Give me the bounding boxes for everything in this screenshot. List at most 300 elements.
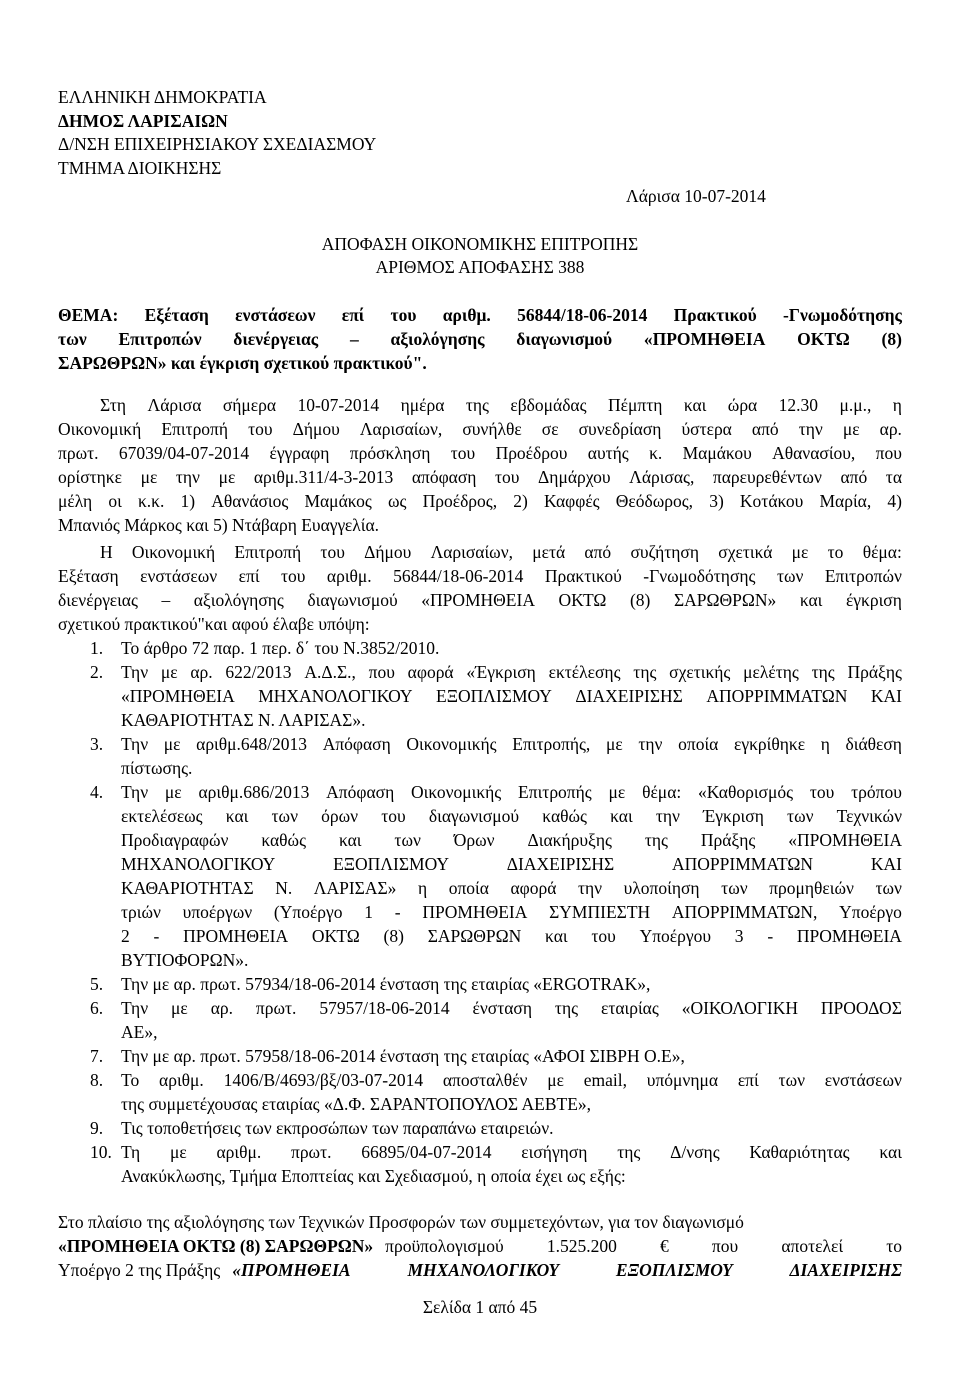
word: ΔΙΑΧΕΙΡΙΣΗΣ bbox=[506, 854, 615, 874]
word: 4) bbox=[887, 491, 902, 511]
word: καθώς bbox=[542, 806, 587, 826]
intro-line bbox=[58, 491, 902, 512]
word: από bbox=[751, 419, 779, 439]
word: 67039/04-07-2014 bbox=[118, 443, 250, 463]
word: του bbox=[591, 926, 616, 946]
word: αρ. bbox=[210, 998, 233, 1018]
word: υπόμνημα bbox=[646, 1070, 719, 1090]
word: διαγωνισμού bbox=[516, 329, 613, 349]
word: αρ. bbox=[190, 662, 213, 682]
word: μ.μ., bbox=[839, 395, 872, 415]
word: ΟΚΤΩ bbox=[558, 590, 607, 610]
word: Επιτροπών bbox=[118, 329, 202, 349]
committee-line bbox=[100, 542, 902, 563]
word: υλοποίηση bbox=[623, 878, 700, 898]
word: ΕΞΟΠΛΙΣΜΟΥ bbox=[333, 854, 449, 874]
word: - bbox=[767, 926, 774, 946]
word: εκτελέσεως bbox=[121, 806, 203, 826]
word: Την bbox=[121, 782, 149, 802]
word: η bbox=[820, 734, 830, 754]
word: – bbox=[349, 329, 359, 349]
word: του bbox=[281, 566, 306, 586]
word: του bbox=[809, 782, 835, 802]
word: του bbox=[381, 806, 406, 826]
word: 3 bbox=[734, 926, 744, 946]
word: το bbox=[886, 1236, 902, 1256]
word: της bbox=[811, 662, 835, 682]
list-number: 2. bbox=[90, 662, 104, 682]
word: ώρα bbox=[727, 395, 758, 415]
word: διενέργειας bbox=[233, 329, 319, 349]
word: των bbox=[776, 566, 804, 586]
word: 2) bbox=[513, 491, 528, 511]
word: και bbox=[610, 806, 633, 826]
word: - bbox=[394, 902, 401, 922]
word: Λάρισα bbox=[147, 395, 202, 415]
word: Απόφαση bbox=[326, 782, 395, 802]
list-item-text: Την με αρ. πρωτ. 57934/18-06-2014 ένσταση της εταιρίας «ERGOTRAK», bbox=[121, 974, 651, 994]
word: των bbox=[271, 806, 298, 826]
word: εκτέλεσης bbox=[548, 662, 621, 682]
word: ΑΠΟΡΡΙΜΜΑΤΩΝ bbox=[672, 854, 814, 874]
word: εταιρίας bbox=[600, 998, 659, 1018]
list-item-text: Τις τοποθετήσεις των εκπροσώπων των παραπάνω εταιρειών. bbox=[121, 1118, 554, 1138]
word: ΛΑΡΙΣΑΣ» bbox=[313, 878, 397, 898]
word: Μαμάκου bbox=[682, 443, 752, 463]
word: ΑΠΟΡΡΙΜΜΑΤΩΝ, bbox=[671, 902, 818, 922]
word: οποία bbox=[448, 878, 489, 898]
word: συζήτηση bbox=[630, 542, 700, 562]
closing-subproject: Υποέργο 2 της Πράξης bbox=[58, 1260, 221, 1280]
word: Εξέταση bbox=[58, 566, 119, 586]
word: σχετικά bbox=[718, 542, 773, 562]
word: ένσταση bbox=[472, 998, 532, 1018]
list-number: 5. bbox=[90, 974, 104, 994]
word: Επιτροπή bbox=[161, 419, 229, 439]
word: Στη bbox=[100, 395, 127, 415]
word: Λαρισαίων, bbox=[430, 542, 513, 562]
word: Το bbox=[121, 1070, 140, 1090]
word: του bbox=[248, 419, 273, 439]
word: Εξέταση bbox=[144, 305, 209, 325]
word: έγκριση bbox=[845, 590, 902, 610]
word: (8) bbox=[881, 329, 902, 349]
word: Καθαριότητας bbox=[749, 1142, 850, 1162]
word: και bbox=[799, 590, 823, 610]
closing-tender-title: «ΠΡΟΜΗΘΕΙΑ ΟΚΤΩ (8) ΣΑΡΩΘΡΩΝ» bbox=[58, 1236, 374, 1256]
word: Πράξης bbox=[700, 830, 756, 850]
letterhead-line: ΤΜΗΜΑ ΔΙΟΙΚΗΣΗΣ bbox=[58, 157, 222, 178]
word: εισήγηση bbox=[521, 1142, 588, 1162]
word: των bbox=[875, 878, 902, 898]
word: και bbox=[545, 926, 568, 946]
list-item-text: πίστωσης. bbox=[121, 758, 193, 778]
word: αρ. bbox=[879, 419, 902, 439]
word: με bbox=[791, 542, 809, 562]
word: «ΠΡΟΜΗΘΕΙΑ bbox=[643, 329, 766, 349]
word: Θεόδωρος, bbox=[615, 491, 694, 511]
word: Α.Δ.Σ., bbox=[304, 662, 356, 682]
word: Προέδρου bbox=[495, 443, 568, 463]
word: αριθμ.311/4-3-2013 bbox=[253, 467, 394, 487]
word: ενστάσεων bbox=[235, 305, 316, 325]
word: με bbox=[218, 467, 236, 487]
page-number-footer: Σελίδα 1 από 45 bbox=[422, 1297, 538, 1317]
word: την bbox=[798, 419, 823, 439]
word: την bbox=[577, 878, 603, 898]
word: της bbox=[617, 1142, 641, 1162]
word: ενστάσεων bbox=[824, 1070, 902, 1090]
word: των bbox=[58, 329, 87, 349]
word: με bbox=[164, 782, 182, 802]
word: της bbox=[644, 830, 668, 850]
word: αριθμ. bbox=[216, 1142, 262, 1162]
word: Πράξης bbox=[847, 662, 902, 682]
word: Δήμου bbox=[364, 542, 412, 562]
word: 3) bbox=[709, 491, 724, 511]
word: Την bbox=[121, 662, 149, 682]
word: ΣΑΡΩΘΡΩΝ» bbox=[673, 590, 777, 610]
word: επί bbox=[341, 305, 365, 325]
word: μετά bbox=[532, 542, 566, 562]
word: την bbox=[175, 467, 200, 487]
word: «Καθορισμός bbox=[698, 782, 794, 802]
letterhead-line: Δ/ΝΣΗ ΕΠΙΧΕΙΡΗΣΙΑΚΟΥ ΣΧΕΔΙΑΣΜΟΥ bbox=[58, 134, 377, 154]
word: 12.30 bbox=[778, 395, 819, 415]
word: από bbox=[584, 542, 612, 562]
word: της bbox=[633, 662, 657, 682]
word: εγκρίθηκε bbox=[734, 734, 806, 754]
word: και bbox=[683, 395, 707, 415]
word: Την bbox=[121, 734, 149, 754]
closing-budget bbox=[385, 1236, 902, 1257]
list-number: 1. bbox=[90, 638, 104, 658]
word: ΠΡΟΜΗΘΕΙΑ bbox=[796, 926, 902, 946]
word: από bbox=[840, 467, 868, 487]
subject-line: ΣΑΡΩΘΡΩΝ» και έγκριση σχετικού πρακτικού". bbox=[58, 353, 427, 373]
word: 56844/18-06-2014 bbox=[517, 305, 648, 325]
word: Προέδρος, bbox=[422, 491, 498, 511]
word: ενστάσεων bbox=[140, 566, 218, 586]
word: ΠΡΟΜΗΘΕΙΑ bbox=[422, 902, 528, 922]
word: αξιολόγησης bbox=[193, 590, 284, 610]
word: Έγκριση bbox=[703, 806, 764, 826]
word: Όρων bbox=[453, 830, 495, 850]
word: ΔΙΑΧΕΙΡΙΣΗΣ bbox=[575, 686, 683, 706]
decision-title: ΑΠΟΦΑΣΗ ΟΙΚΟΝΟΜΙΚΗΣ ΕΠΙΤΡΟΠΗΣ bbox=[321, 234, 639, 254]
word: Τη bbox=[121, 1142, 141, 1162]
word: 622/2013 bbox=[225, 662, 292, 682]
word: ΠΡΟΜΗΘΕΙΑ bbox=[183, 926, 289, 946]
list-number: 6. bbox=[90, 998, 104, 1018]
word: ΚΑΙ bbox=[870, 854, 902, 874]
list-number: 7. bbox=[90, 1046, 104, 1066]
word: «ΠΡΟΜΗΘΕΙΑ bbox=[788, 830, 902, 850]
word: προϋπολογισμού bbox=[385, 1236, 504, 1256]
word: Λαρισαίων, bbox=[359, 419, 443, 439]
word: που bbox=[368, 662, 395, 682]
word: όρων bbox=[321, 806, 359, 826]
word: Δ/νσης bbox=[670, 1142, 720, 1162]
word: διενέργειας bbox=[58, 590, 138, 610]
word: επί bbox=[737, 1070, 759, 1090]
word: διαγωνισμού bbox=[428, 806, 520, 826]
closing-project-title bbox=[232, 1260, 902, 1281]
list-item-text bbox=[121, 998, 902, 1019]
list-item-text bbox=[121, 686, 902, 707]
word: και bbox=[338, 830, 362, 850]
intro-line bbox=[100, 395, 902, 416]
list-item-text bbox=[121, 782, 902, 803]
word: 1 bbox=[364, 902, 374, 922]
list-item-text bbox=[121, 854, 902, 875]
intro-line: Μπανιός Μάρκος και 5) Ντάβαρη Ευαγγελία. bbox=[58, 515, 380, 535]
word: μελέτης bbox=[743, 662, 799, 682]
list-item-text: ΑΕ», bbox=[121, 1022, 158, 1042]
list-item-text: Το άρθρο 72 παρ. 1 περ. δ΄ του Ν.3852/2010. bbox=[121, 638, 440, 658]
word: με bbox=[163, 734, 181, 754]
city-date: Λάρισα 10-07-2014 bbox=[626, 186, 766, 206]
word: του bbox=[320, 542, 345, 562]
word: (8) bbox=[629, 590, 651, 610]
list-number: 4. bbox=[90, 782, 104, 802]
word: Αθανάσιος bbox=[211, 491, 289, 511]
word: 1.525.200 bbox=[546, 1236, 617, 1256]
word: απόφαση bbox=[411, 467, 477, 487]
word: την bbox=[655, 806, 680, 826]
list-item-text bbox=[121, 662, 902, 683]
word: με bbox=[160, 662, 178, 682]
word: υποέργων bbox=[182, 902, 253, 922]
word: οποία bbox=[678, 734, 719, 754]
word: Οικονομική bbox=[131, 542, 216, 562]
intro-line bbox=[58, 467, 902, 488]
list-item-text bbox=[121, 902, 902, 923]
word: πρωτ. bbox=[290, 1142, 332, 1162]
word: Πρακτικού bbox=[673, 305, 757, 325]
word: με bbox=[608, 782, 626, 802]
word: Οικονομικής bbox=[406, 734, 497, 754]
word: ΚΑΘΑΡΙΟΤΗΤΑΣ bbox=[121, 878, 254, 898]
word: με bbox=[605, 734, 623, 754]
list-item-text bbox=[121, 830, 902, 851]
word: Λάρισας, bbox=[629, 467, 695, 487]
word: ΔΙΑΧΕΙΡΙΣΗΣ bbox=[789, 1260, 902, 1280]
list-number: 9. bbox=[90, 1118, 104, 1138]
word: «ΟΙΚΟΛΟΓΙΚΗ bbox=[681, 998, 798, 1018]
word: η bbox=[418, 878, 428, 898]
word: μέλη bbox=[58, 491, 93, 511]
word: των bbox=[721, 878, 748, 898]
letterhead-line: ΕΛΛΗΝΙΚΗ ΔΗΜΟΚΡΑΤΙΑ bbox=[58, 87, 267, 107]
word: τριών bbox=[121, 902, 161, 922]
word: του bbox=[390, 305, 417, 325]
word: αριθμ. bbox=[442, 305, 491, 325]
word: Καφφές bbox=[543, 491, 600, 511]
word: αποσταλθέν bbox=[442, 1070, 528, 1090]
word: ΚΑΙ bbox=[870, 686, 902, 706]
list-number: 8. bbox=[90, 1070, 104, 1090]
word: Προδιαγραφών bbox=[121, 830, 229, 850]
word: έγγραφη bbox=[269, 443, 330, 463]
word: Επιτροπή bbox=[234, 542, 302, 562]
word: σε bbox=[541, 419, 559, 439]
word: «ΠΡΟΜΗΘΕΙΑ bbox=[421, 590, 535, 610]
committee-line bbox=[58, 566, 902, 587]
word: 56844/18-06-2014 bbox=[393, 566, 524, 586]
word: και bbox=[225, 806, 249, 826]
word: κ.κ. bbox=[137, 491, 165, 511]
word: Αθανασίου, bbox=[772, 443, 856, 463]
list-item-text bbox=[121, 734, 902, 755]
word: - bbox=[153, 926, 160, 946]
list-item-text: Ανακύκλωσης, Τμήμα Εποπτείας και Σχεδιασμού, η οποία έχει ως εξής: bbox=[121, 1166, 626, 1186]
list-item-text: ΒΥΤΙΟΦΟΡΩΝ». bbox=[121, 950, 249, 970]
word: διάθεση bbox=[845, 734, 902, 754]
word: ΣΑΡΩΘΡΩΝ bbox=[427, 926, 522, 946]
list-number: 3. bbox=[90, 734, 104, 754]
word: αξιολόγησης bbox=[390, 329, 485, 349]
word: αριθμ.648/2013 bbox=[196, 734, 308, 754]
word: τα bbox=[885, 467, 902, 487]
word: πρωτ. bbox=[58, 443, 99, 463]
word: Απόφαση bbox=[322, 734, 391, 754]
word: € bbox=[660, 1236, 669, 1256]
word: ημέρα bbox=[400, 395, 445, 415]
list-item-text: Την με αρ. πρωτ. 57958/18-06-2014 ένσταση της εταιρίας «ΑΦΟΙ ΣΙΒΡΗ Ο.Ε», bbox=[121, 1046, 685, 1066]
list-item-text bbox=[121, 926, 902, 947]
word: την bbox=[638, 734, 663, 754]
word: που bbox=[875, 443, 902, 463]
list-item-text bbox=[121, 1070, 902, 1091]
word: αποτελεί bbox=[781, 1236, 844, 1256]
word: 2 bbox=[121, 926, 130, 946]
list-item-text: ΚΑΘΑΡΙΟΤΗΤΑΣ Ν. ΛΑΡΙΣΑΣ». bbox=[121, 710, 366, 730]
word: αριθμ. bbox=[159, 1070, 204, 1090]
word: Διακήρυξης bbox=[527, 830, 612, 850]
word: – bbox=[161, 590, 171, 610]
word: (Υποέργο bbox=[273, 902, 343, 922]
word: ύστερα bbox=[681, 419, 732, 439]
word: συνήλθε bbox=[462, 419, 522, 439]
word: των bbox=[787, 806, 814, 826]
word: που bbox=[711, 1236, 739, 1256]
subject-line bbox=[58, 329, 902, 350]
word: ΠΡΟΟΔΟΣ bbox=[820, 998, 902, 1018]
word: ΕΞΟΠΛΙΣΜΟΥ bbox=[615, 1260, 733, 1280]
word: Η bbox=[100, 542, 113, 562]
word: του bbox=[495, 467, 520, 487]
word: παρευρεθέντων bbox=[712, 467, 822, 487]
word: 1406/Β/4693/βξ/03-07-2014 bbox=[223, 1070, 424, 1090]
word: Οικονομικής bbox=[411, 782, 502, 802]
decision-heading bbox=[240, 233, 720, 279]
word: ΟΚΤΩ bbox=[311, 926, 360, 946]
word: κ. bbox=[649, 443, 663, 463]
word: Την bbox=[121, 998, 149, 1018]
list-item-text bbox=[121, 878, 902, 899]
word: αριθμ.686/2013 bbox=[198, 782, 310, 802]
word: τρόπου bbox=[851, 782, 902, 802]
word: ΣΥΜΠΙΕΣΤΗ bbox=[549, 902, 651, 922]
word: προμηθειών bbox=[769, 878, 854, 898]
word: Επιτροπής, bbox=[512, 734, 591, 754]
word: σήμερα bbox=[222, 395, 277, 415]
word: -Γνωμοδότησης bbox=[782, 305, 902, 325]
word: του bbox=[450, 443, 476, 463]
word: διαγωνισμού bbox=[307, 590, 398, 610]
word: 66895/04-07-2014 bbox=[361, 1142, 492, 1162]
word: ορίστηκε bbox=[58, 467, 122, 487]
word: ΜΗΧΑΝΟΛΟΓΙΚΟΥ bbox=[407, 1260, 560, 1280]
word: «ΠΡΟΜΗΘΕΙΑ bbox=[232, 1260, 351, 1280]
word: εβδομάδας bbox=[510, 395, 587, 415]
word: email, bbox=[583, 1070, 627, 1090]
word: Υποέργου bbox=[639, 926, 712, 946]
word: αυτής bbox=[587, 443, 629, 463]
intro-line bbox=[58, 443, 902, 464]
word: 1) bbox=[180, 491, 196, 511]
list-item-text: της συμμετέχουσας εταιρίας «Δ.Φ. ΣΑΡΑΝΤΟΠΟΥΛΟΣ ΑΕΒΤΕ», bbox=[121, 1094, 592, 1114]
word: επί bbox=[238, 566, 260, 586]
word: αφορά bbox=[407, 662, 454, 682]
closing-line bbox=[58, 1260, 902, 1281]
word: αφορά bbox=[510, 878, 557, 898]
word: καθώς bbox=[261, 830, 307, 850]
word: της bbox=[554, 998, 579, 1018]
word: με bbox=[169, 1142, 187, 1162]
committee-line bbox=[58, 590, 902, 611]
list-number: 10. bbox=[90, 1142, 112, 1162]
letterhead bbox=[58, 86, 376, 180]
word: και bbox=[879, 1142, 902, 1162]
word: 10-07-2014 bbox=[297, 395, 380, 415]
closing-line bbox=[58, 1236, 902, 1257]
word: ΜΗΧΑΝΟΛΟΓΙΚΟΥ bbox=[258, 686, 413, 706]
word: Πέμπτη bbox=[607, 395, 663, 415]
word: ΕΞΟΠΛΙΣΜΟΥ bbox=[436, 686, 552, 706]
word: Δήμου bbox=[292, 419, 340, 439]
word: θέμα: bbox=[862, 542, 902, 562]
word: Τεχνικών bbox=[836, 806, 902, 826]
word: Οικονομική bbox=[58, 419, 142, 439]
decision-number: ΑΡΙΘΜΟΣ ΑΠΟΦΑΣΗΣ 388 bbox=[375, 257, 585, 277]
word: ΜΗΧΑΝΟΛΟΓΙΚΟΥ bbox=[121, 854, 276, 874]
word: της bbox=[465, 395, 489, 415]
word: ως bbox=[388, 491, 407, 511]
word: Κοτάκου bbox=[739, 491, 804, 511]
closing-line: Στο πλαίσιο της αξιολόγησης των Τεχνικών Προσφορών των συμμετεχόντων, για τον διαγωνισμό bbox=[58, 1212, 744, 1232]
word: αριθμ. bbox=[326, 566, 372, 586]
word: η bbox=[892, 395, 902, 415]
word: με bbox=[171, 998, 188, 1018]
letterhead-line: ΔΗΜΟΣ ΛΑΡΙΣΑΙΩΝ bbox=[58, 110, 228, 131]
word: Μαρία, bbox=[819, 491, 872, 511]
word: Μαμάκος bbox=[304, 491, 372, 511]
word: Ν. bbox=[275, 878, 293, 898]
word: το bbox=[827, 542, 844, 562]
list-item-text bbox=[121, 1142, 902, 1163]
intro-line bbox=[58, 419, 902, 440]
word: Δημάρχου bbox=[538, 467, 611, 487]
word: των bbox=[778, 1070, 805, 1090]
word: σχετικής bbox=[669, 662, 731, 682]
word: «ΠΡΟΜΗΘΕΙΑ bbox=[121, 686, 235, 706]
word: των bbox=[394, 830, 421, 850]
word: Πρακτικού bbox=[544, 566, 622, 586]
word: -Γνωμοδότησης bbox=[643, 566, 756, 586]
subject-line bbox=[58, 305, 902, 326]
